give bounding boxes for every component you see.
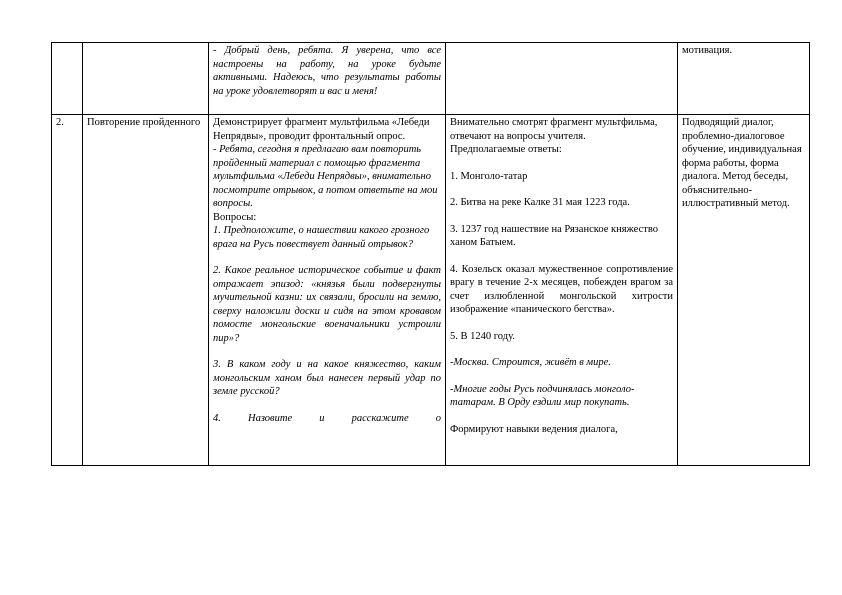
cell-number <box>52 43 83 115</box>
answer-6: -Москва. Строится, живёт в мире. <box>450 357 611 368</box>
teacher-greeting: - Добрый день, ребята. Я уверена, что все настроены на работу, на уроке будьте активными. Надеюсь, что результаты работы на уроке удовлетворят и вас и меня! <box>213 45 441 97</box>
answer-1: 1. Монголо-татар <box>450 170 528 182</box>
cell-number <box>52 115 83 466</box>
answer-2: 2. Битва на реке Калке 31 мая 1223 года. <box>450 197 630 208</box>
teacher-intro: Демонстрирует фрагмент мультфильма «Лебеди Непрядвы», проводит фронтальный опрос. <box>213 117 430 142</box>
cell-method <box>678 115 810 466</box>
method-text: мотивация. <box>682 45 733 56</box>
table-row <box>52 115 810 466</box>
method-text: Подводящий диалог, проблемно-диалоговое обучение, индивидуальная форма работы, форма диалога. Метод беседы, объяснительно-иллюстративный метод. <box>682 117 802 209</box>
answer-7: -Многие годы Русь подчинялась монголо-татарам. В Орду ездили мир покупать. <box>450 383 635 408</box>
answer-5: 5. В 1240 году. <box>450 330 515 342</box>
cell-student-activity <box>446 115 678 466</box>
answer-3: 3. 1237 год нашествие на Рязанское княжество ханом Батыем. <box>450 223 658 248</box>
answer-4: 4. Козельск оказал мужественное сопротивление врагу в течение 2-х месяцев, побежден врагом за счет излюбленной монгольской хитрости изображение «панического бегства». <box>450 263 673 315</box>
answer-8: Формируют навыки ведения диалога, <box>450 423 618 435</box>
question-4: 4. Назовите и расскажите о <box>213 412 441 424</box>
cell-method <box>678 43 810 115</box>
lesson-plan-table <box>51 42 810 466</box>
teacher-call: - Ребята, сегодня я предлагаю вам повторить пройденный материал с помощью фрагмента мультфильма «Лебеди Непрядвы», внимательно посмотрите отрывок, а потом ответьте на мои вопросы. <box>213 144 438 209</box>
question-1: 1. Предположите, о нашествии какого грозного врага на Русь повествует данный отрывок? <box>213 225 430 250</box>
cell-stage <box>83 115 209 466</box>
row-number: 2. <box>56 117 64 128</box>
answers-label: Предполагаемые ответы: <box>450 144 562 155</box>
question-3: 3. В каком году и на какое княжество, каким монгольским ханом был нанесен первый удар по земле русской? <box>213 359 441 397</box>
question-2: 2. Какое реальное историческое событие и факт отражает эпизод: «князья были подвергнуты мучительной казни: их связали, бросили на землю, сверху наложили доски и сидя на этом кровавом помосте монгольские военачальники устроили пир»? <box>213 265 441 344</box>
table-row <box>52 43 810 115</box>
cell-student-activity <box>446 43 678 115</box>
cell-teacher-activity <box>209 115 446 466</box>
cell-stage <box>83 43 209 115</box>
student-intro: Внимательно смотрят фрагмент мультфильма, отвечают на вопросы учителя. <box>450 117 658 142</box>
stage-name: Повторение пройденного <box>87 117 201 128</box>
cell-teacher-activity <box>209 43 446 115</box>
questions-label: Вопросы: <box>213 211 257 223</box>
